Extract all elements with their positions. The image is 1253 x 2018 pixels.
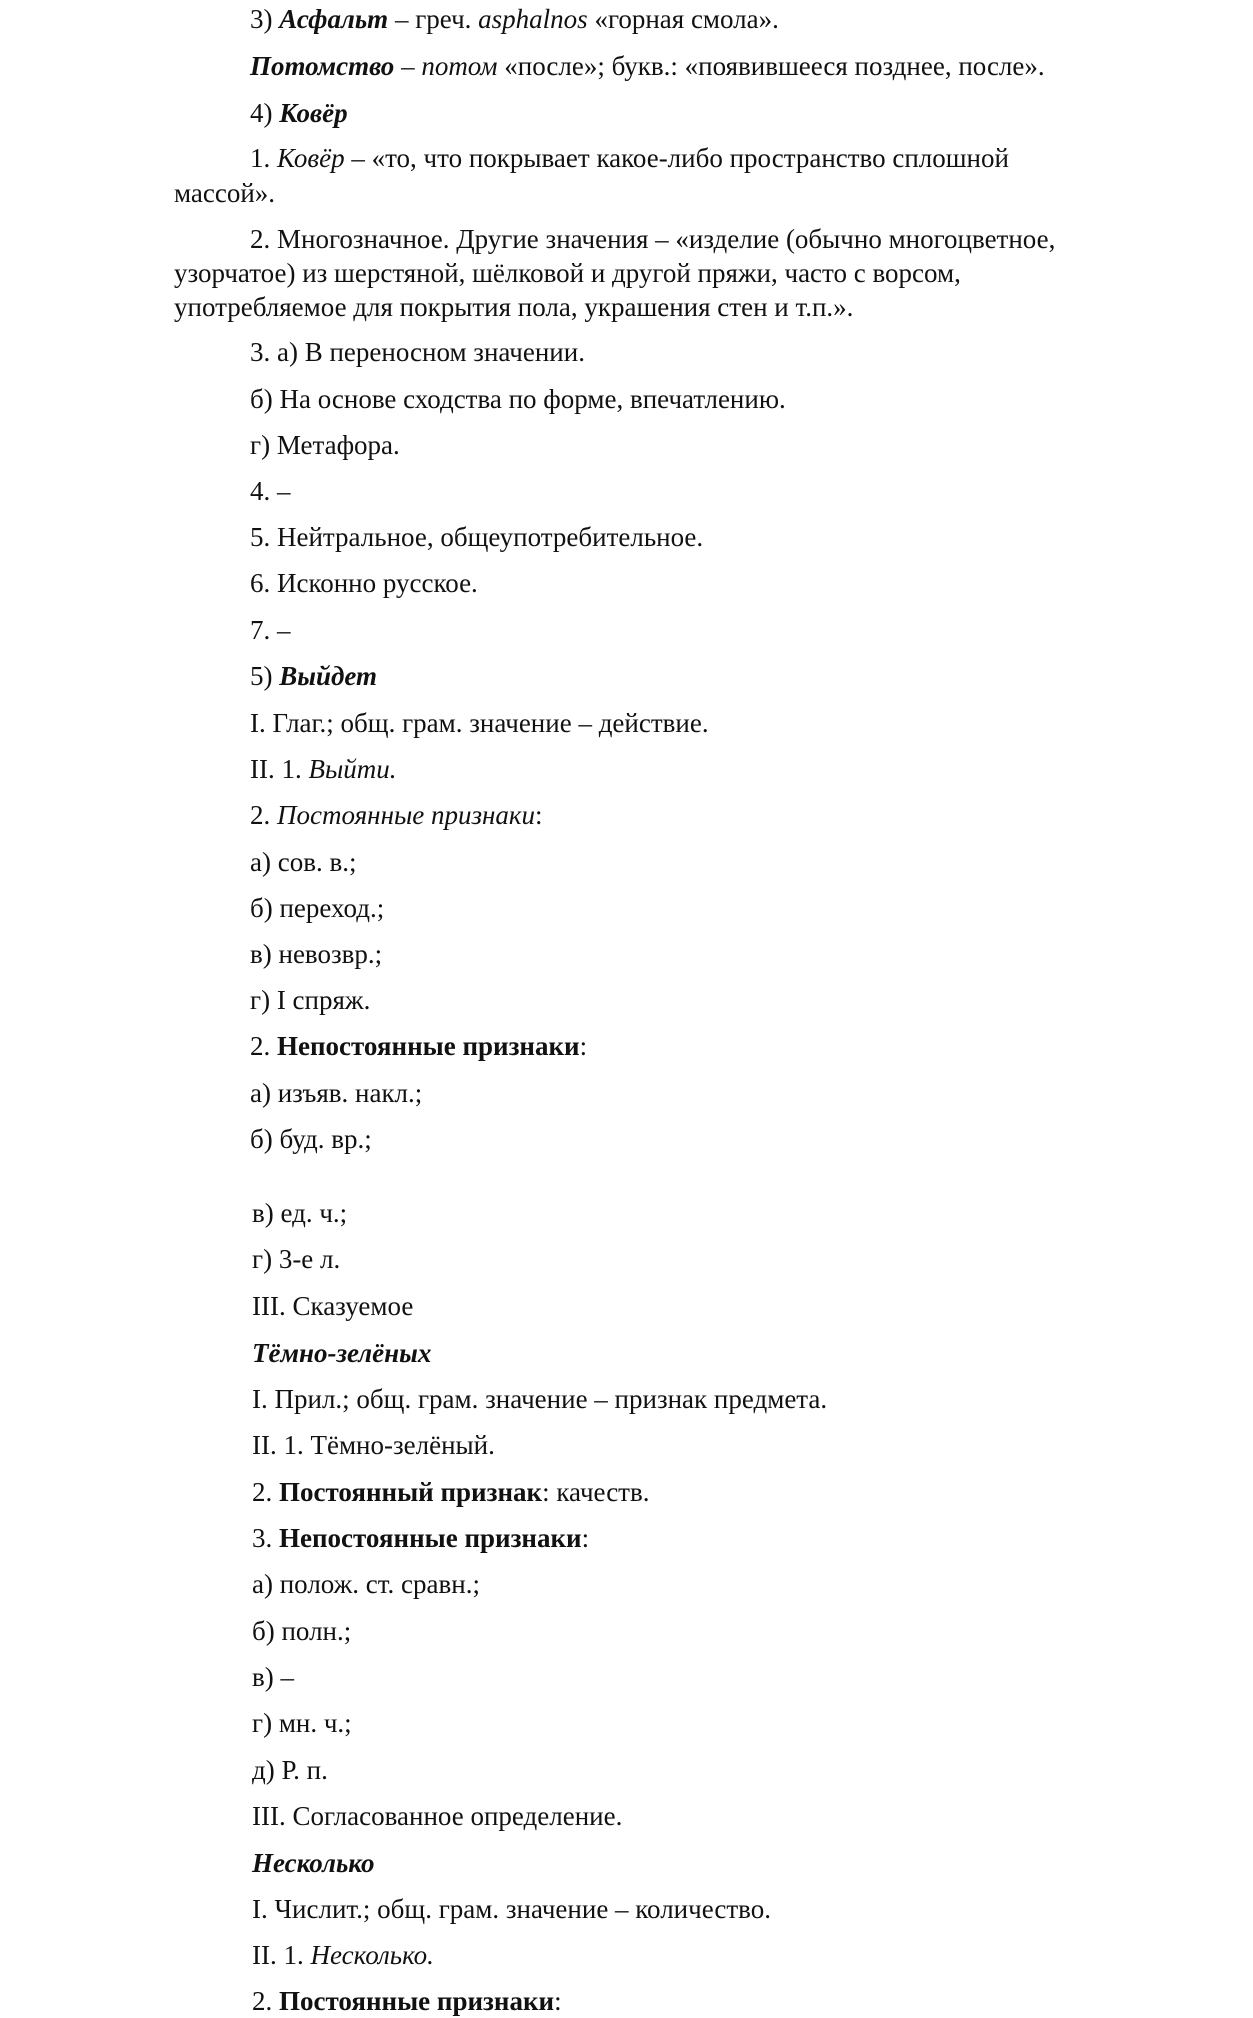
list-item: г) мн. ч.; — [252, 1708, 352, 1738]
list-item: в) невозвр.; — [250, 939, 383, 969]
list-item: I. Прил.; общ. грам. значение – признак предмета. — [252, 1384, 828, 1414]
list-item: а) изъяв. накл.; — [250, 1078, 423, 1108]
item-text: употребляемое для покрытия пола, украшения стен и т.п.». — [174, 292, 854, 322]
item-prefix: II. 1. — [252, 1940, 311, 1970]
list-item: б) На основе сходства по форме, впечатлению. — [250, 384, 786, 414]
list-item: в) ед. ч.; — [252, 1198, 348, 1228]
section-heading-kovyor — [250, 96, 348, 130]
list-item: I. Числит.; общ. грам. значение – количество. — [252, 1894, 771, 1924]
item-text: узорчатое) из шерстяной, шёлковой и другой пряжи, часто с ворсом, — [174, 258, 961, 288]
list-item: б) переход.; — [250, 893, 385, 923]
list-item: д) Р. п. — [252, 1755, 328, 1785]
list-item: а) полож. ст. сравн.; — [252, 1569, 480, 1599]
list-item: г) Метафора. — [250, 430, 400, 460]
section-term: Выйдет — [279, 661, 378, 691]
item-prefix: 2. — [250, 1031, 277, 1061]
item-suffix: : — [554, 1986, 562, 2016]
list-item — [250, 798, 543, 832]
list-item: г) 3-е л. — [252, 1244, 341, 1274]
entry-text: «после»; букв.: «появившееся позднее, после». — [497, 51, 1045, 81]
item-prefix: 3. — [252, 1523, 279, 1553]
list-item: I. Глаг.; общ. грам. значение – действие. — [250, 708, 709, 738]
section-term: Ковёр — [279, 98, 348, 128]
list-item: 7. – — [250, 615, 291, 645]
item-term: Ковёр — [277, 143, 345, 173]
list-item: III. Согласованное определение. — [252, 1801, 623, 1831]
item-label: Постоянные признаки — [277, 800, 536, 830]
entry-text: «горная смола». — [587, 4, 779, 34]
list-item: 3. а) В переносном значении. — [250, 337, 585, 367]
list-item: в) – — [252, 1662, 294, 1692]
item-number: 1. — [250, 143, 277, 173]
list-item — [250, 1029, 587, 1063]
item-prefix: 2. — [252, 1477, 279, 1507]
item-label: Непостоянные признаки — [279, 1523, 582, 1553]
paragraph-kovyor-1-line-2 — [174, 176, 275, 210]
list-item — [250, 752, 397, 786]
paragraph-kovyor-1-line-1 — [250, 141, 1009, 175]
list-item — [252, 1475, 649, 1509]
item-text: – «то, что покрывает какое-либо пространство сплошной — [344, 143, 1009, 173]
paragraph-kovyor-2-line-2 — [174, 256, 961, 290]
item-prefix: 2. — [250, 800, 277, 830]
list-item: б) буд. вр.; — [250, 1124, 372, 1154]
list-item: 5. Нейтральное, общеупотребительное. — [250, 522, 704, 552]
list-item: 6. Исконно русское. — [250, 568, 478, 598]
list-item — [252, 1521, 589, 1555]
item-label: Постоянный признак — [279, 1477, 543, 1507]
section-number: 5) — [250, 661, 280, 691]
entry-dash: – — [394, 51, 422, 81]
item-prefix: II. 1. — [250, 754, 309, 784]
item-suffix: : — [579, 1031, 588, 1061]
item-word: Несколько. — [310, 1940, 434, 1970]
item-label: Непостоянные признаки — [277, 1031, 580, 1061]
entry-number: 3) — [250, 4, 280, 34]
list-item: а) сов. в.; — [250, 847, 357, 877]
paragraph-kovyor-2-line-1 — [250, 222, 1055, 256]
list-item: г) I спряж. — [250, 985, 371, 1015]
item-text: массой». — [174, 178, 276, 208]
entry-asphalt — [250, 2, 779, 36]
item-label: Постоянные признаки — [279, 1986, 555, 2016]
list-item: II. 1. Тёмно-зелёный. — [252, 1430, 495, 1460]
item-suffix: : — [581, 1523, 590, 1553]
foreign-word: asphalnos — [478, 4, 588, 34]
entry-term: Асфальт — [279, 4, 389, 34]
item-suffix: : — [535, 800, 543, 830]
item-suffix: : качеств. — [542, 1477, 650, 1507]
paragraph-kovyor-2-line-3 — [174, 290, 853, 324]
section-number: 4) — [250, 98, 280, 128]
list-item — [252, 1938, 434, 1972]
list-item — [252, 1984, 562, 2018]
root-word: потом — [421, 51, 498, 81]
list-item: III. Сказуемое — [252, 1291, 414, 1321]
section-heading-temno-zelenykh: Тёмно-зелёных — [252, 1338, 432, 1368]
entry-term: Потомство — [250, 51, 395, 81]
entry-text: – греч. — [388, 4, 479, 34]
item-prefix: 2. — [252, 1986, 279, 2016]
section-heading-vyidet — [250, 659, 377, 693]
item-word: Выйти. — [308, 754, 397, 784]
entry-potomstvo — [250, 49, 1045, 83]
list-item: б) полн.; — [252, 1616, 352, 1646]
list-item: 4. – — [250, 476, 291, 506]
section-heading-neskolko: Несколько — [252, 1848, 375, 1878]
item-text: 2. Многозначное. Другие значения – «изделие (обычно многоцветное, — [250, 224, 1056, 254]
